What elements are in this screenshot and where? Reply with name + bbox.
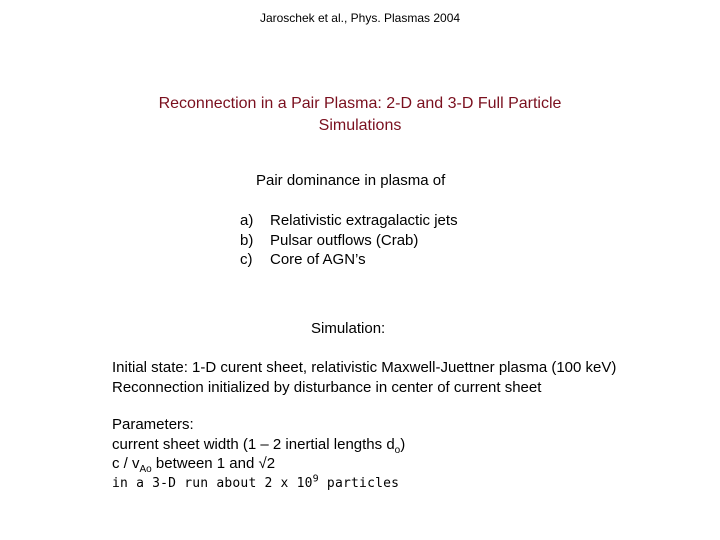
particle-count-suffix: particles (318, 475, 400, 491)
list-text: Core of AGN’s (270, 251, 366, 268)
list-marker: c) (240, 251, 253, 268)
list-item (240, 231, 458, 251)
slide-title-line-1: Reconnection in a Pair Plasma: 2-D and 3-D Full Particle (158, 95, 562, 112)
intro-text: Pair dominance in plasma of (256, 172, 446, 189)
slide-title (0, 93, 720, 137)
speed-ratio-subscript: Ao (139, 464, 152, 475)
parameters-heading: Parameters: (112, 416, 194, 433)
particle-count-prefix: in a 3-D run about 2 x 10 (112, 475, 313, 491)
particle-count-line (112, 474, 405, 494)
sheet-width-suffix: ) (400, 435, 406, 453)
simulation-heading: Simulation: (311, 320, 386, 337)
initial-state-text: Initial state: 1-D curent sheet, relativistic Maxwell-Juettner plasma (100 keV) (112, 359, 617, 376)
slide-title-line-2: Simulations (318, 117, 402, 134)
list-item (240, 211, 458, 231)
citation: Jaroschek et al., Phys. Plasmas 2004 (259, 11, 461, 25)
list-text: Pulsar outflows (Crab) (270, 231, 419, 249)
simulation-description (112, 358, 616, 397)
speed-ratio-suffix: between 1 and √2 (151, 455, 276, 472)
plasma-list (240, 211, 458, 270)
speed-ratio-line (112, 454, 405, 474)
list-text: Relativistic extragalactic jets (270, 212, 458, 229)
reconnection-text: Reconnection initialized by disturbance in center of current sheet (112, 378, 542, 396)
speed-ratio-prefix: c / v (112, 455, 140, 472)
sheet-width-line (112, 435, 405, 455)
particle-count-exponent: 9 (312, 473, 319, 485)
list-marker: a) (240, 212, 254, 229)
list-item (240, 250, 458, 270)
sheet-width-prefix: current sheet width (1 – 2 inertial lengths d (112, 435, 395, 453)
list-marker: b) (240, 231, 254, 249)
sheet-width-subscript: o (394, 444, 401, 456)
parameters-block (112, 415, 405, 493)
